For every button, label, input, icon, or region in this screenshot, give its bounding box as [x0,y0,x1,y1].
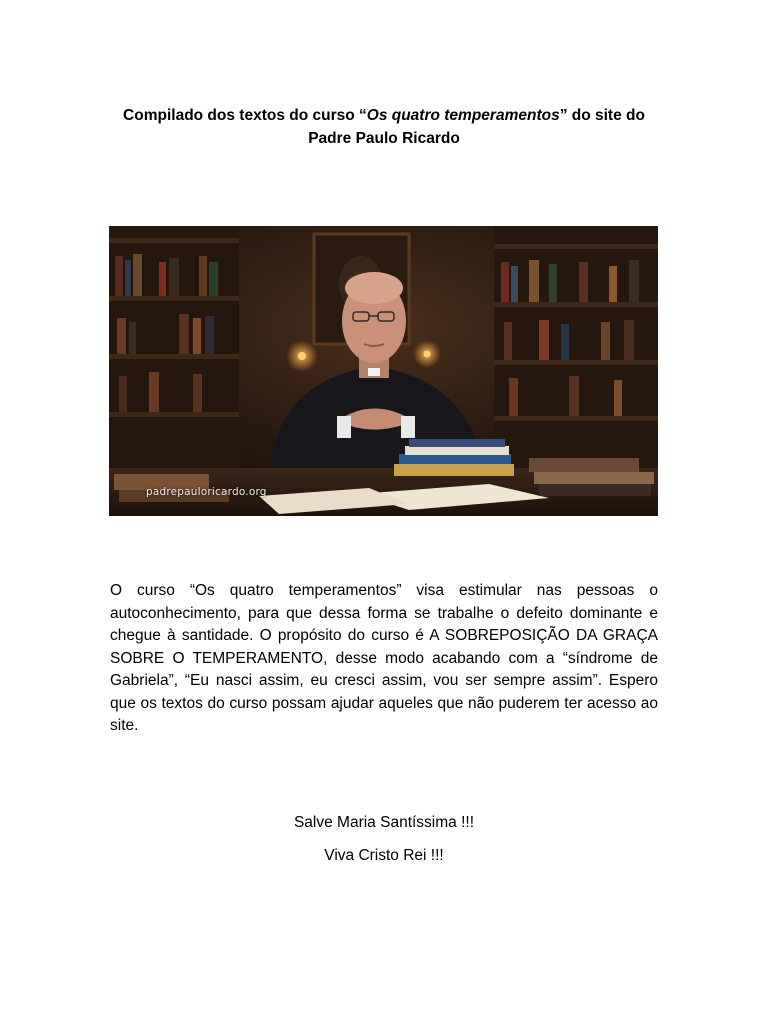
title-text-after: ” do site do [559,107,645,124]
title-course-name: Os quatro temperamentos [366,107,560,124]
document-title [110,104,658,150]
title-line-1 [110,104,658,127]
image-watermark: padrepauloricardo.org [146,486,267,498]
title-line-2: Padre Paulo Ricardo [308,130,460,147]
left-bookshelf [109,226,239,476]
cover-photo [109,226,658,516]
right-bookshelf [494,226,658,476]
title-text-before: Compilado dos textos do curso “ [123,107,367,124]
intro-paragraph: O curso “Os quatro temperamentos” visa estimular nas pessoas o autoconhecimento, para que dessa forma se trabalhe o defeito dominante e chegue à santidade. O propósito do curso é A SOBREPOSIÇÃO DA GRAÇA SOBRE O TEMPERAMENTO, desse modo acabando com a “síndrome de Gabriela”, “Eu nasci assim, eu cresci assim, vou ser sempre assim”. Espero que os textos do curso possam ajudar aqueles que não puderem ter acesso ao site. [110,582,658,734]
closing-line-2: Viva Cristo Rei !!! [324,847,444,864]
closing-line-1: Salve Maria Santíssima !!! [293,814,475,831]
priest-illustration [109,226,658,516]
